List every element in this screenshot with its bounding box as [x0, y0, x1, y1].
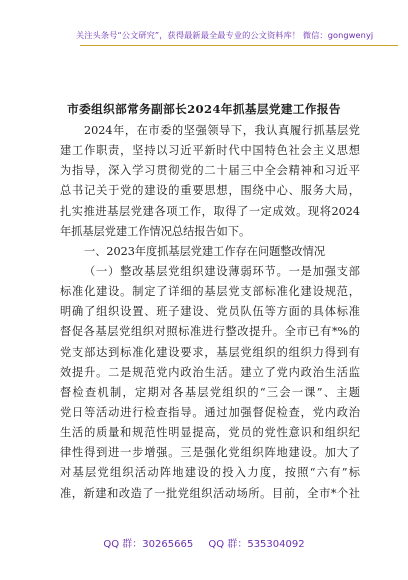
paragraph-line: 生活的质量和规范性明显提高，党员的党性意识和组织纪	[60, 426, 360, 440]
paragraph-line: 党支部达到标准化建设要求，基层党组织的组织力得到有	[60, 345, 360, 359]
paragraph-line: （一）整改基层党组织建设薄弱环节。一是加强支部	[84, 264, 360, 278]
header-promo-text: 关注头条号“公文研究”，获得最新最全最专业的公文资料库！ 微信：gongwenyj	[76, 30, 374, 40]
paragraph-line: 对基层党组织活动阵地建设的投入力度，按照“六有”标	[60, 466, 360, 480]
paragraph-line: 督促各基层党组织对照标准进行整改提升。全市已有*%的	[60, 325, 360, 339]
paragraph-line: 为指导，深入学习贯彻党的二十届三中全会精神和习近平	[60, 164, 360, 178]
header-divider	[80, 45, 398, 46]
paragraph-line: 效提升。二是规范党内政治生活。建立了党内政治生活监	[60, 365, 360, 379]
paragraph-line: 扎实推进基层党建各项工作，取得了一定成效。现将2024	[60, 204, 360, 218]
section-heading: 一、2023年度抓基层党建工作存在问题整改情况	[84, 244, 326, 258]
paragraph-line: 2024年，在市委的坚强领导下，我认真履行抓基层党	[84, 124, 360, 137]
paragraph-line: 准，新建和改造了一批党组织活动场所。目前，全市*个社	[60, 486, 360, 500]
paragraph-line: 建工作职责，坚持以习近平新时代中国特色社会主义思想	[60, 144, 360, 158]
document-body	[60, 121, 360, 504]
footer-qq-group-1: QQ 群：30265665	[103, 539, 194, 550]
paragraph-line: 党日等活动进行检查指导。通过加强督促检查，党内政治	[60, 405, 360, 419]
paragraph-line: 标准化建设。制定了详细的基层党支部标准化建设规范，	[60, 285, 360, 299]
document-title: 市委组织部常务副部长2024年抓基层党建工作报告	[67, 102, 341, 116]
footer-qq-group-2: QQ 群：535304092	[208, 539, 305, 550]
paragraph-line: 总书记关于党的建设的重要思想，围绕中心、服务大局，	[60, 184, 360, 198]
paragraph-line: 明确了组织设置、班子建设、党员队伍等方面的具体标准	[60, 305, 360, 319]
paragraph-line: 律性得到进一步增强。三是强化党组织阵地建设。加大了	[60, 446, 360, 460]
footer-contact	[0, 535, 408, 550]
paragraph-line: 年抓基层党建工作情况总结报告如下。	[60, 224, 251, 238]
paragraph-line: 督检查机制，定期对各基层党组织的“三会一课”、主题	[60, 385, 360, 399]
